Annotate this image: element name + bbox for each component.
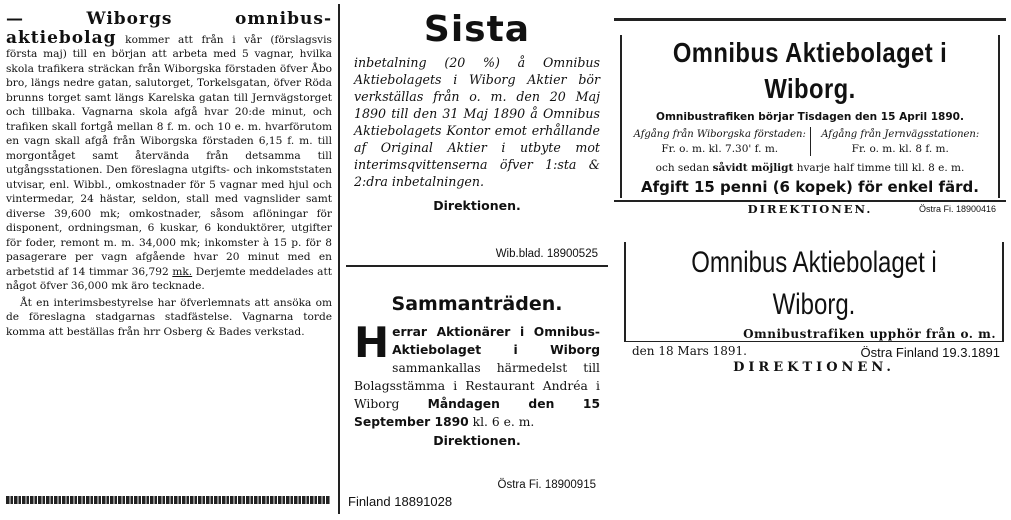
sista-signature: Direktionen. [433, 198, 521, 213]
article-wiborgs-omnibus [0, 4, 340, 514]
sammantraden-body [354, 318, 600, 431]
article-headline-1: Wiborgs omnibus- [86, 9, 332, 29]
sista-body: inbetalning (20 %) å Omnibus Aktiebolagets i Wiborg Aktier bör verkställas från o. m. den 20 Maj 1890 till den 31 Maj 1890 å Omnibus Aktiebolagets Kontor emot erhållande af Original Aktier i utbyte mot interimsqvittenserna öfver 1:sta & 2:dra inbetalningen. [354, 55, 600, 189]
sammantraden-signature: Direktionen. [433, 433, 521, 448]
sammantraden-text-2: kl. 6 e. m. [468, 415, 535, 429]
sammantraden-bold-2: Måndagen den 15 September 1890 [354, 397, 600, 429]
article-paragraph-1-end: Derjemte meddelades att något öfver 36,000 mk äro tecknade. [6, 265, 332, 292]
omnibus-start-source: Östra Fi. 18900416 [918, 204, 996, 214]
note-pre: och sedan [655, 162, 713, 174]
omnibus-start-title: Omnibus Aktiebolaget i Wiborg. [672, 37, 948, 104]
ad-sammantraden [346, 265, 608, 493]
note-post: hvarje half timme till kl. 8 e. m. [793, 162, 965, 174]
omnibus-start-note [630, 162, 990, 174]
schedule-right-time: Fr. o. m. kl. 8 f. m. [851, 143, 949, 155]
sammantraden-bold-1: errar Aktionärer i Omnibus-Aktiebolaget i Wiborg [392, 325, 600, 357]
article-mk: mk. [172, 265, 193, 278]
schedule-left [630, 127, 811, 156]
article-body [6, 10, 332, 339]
caption-finland: Finland 18891028 [348, 494, 453, 509]
omnibus-start-subtitle: Omnibustrafiken börjar Tisdagen den 15 April 1890. [656, 111, 964, 123]
omnibus-end-line-2: den 18 Mars 1891. [632, 344, 747, 358]
article-lead-dash: — [6, 9, 87, 29]
schedule-left-head: Afgång från Wiborgska förstaden: [633, 129, 806, 140]
schedule-right-head: Afgång från Jernvägsstationen: [821, 129, 980, 140]
omnibus-start-bottom-rule [614, 200, 1006, 202]
article-paragraph-1: kommer att från i vår (förslagsvis första maj) till en början att arbeta med 5 vagnar, hvilka skola trafikera sträckan från Wiborgska förstaden öfver Åbo bro, längs nedre gatan, salutorget, Torkelsgatan, öfver Röda brunns torget samt längs Karelska gatan till Jernvägstorget och tillbaka. Vagnarna skola afgå hvar 20:de minut, och trafiken skall fortgå mellan 8 f. m. och 10 e. m. hvarförutom en vagn skall afgå från Wiborgska förstaden 6,15 f. m. till morgontåget samt återvända från detsamma till utgångsstationen. Den föreslagna utgifts- och inkomststaten utvisar, enl. Wibbl., omkostnader för 5 vagnar med hjul och vintermedar, 24 hästar, seldon, stall med vagnslider samt diverse 39,600 mk; omkostnader, såsom aflöningar för disponent, ordningsman, 6 kuskar, 6 konduktörer, utgifter för foder, remont m. m. 34,000 mk; inkomster à 15 p. för 8 pasagerare per vagn afgående hvar 20 minut med en arbetstid af 14 timmar 36,792 [6, 33, 332, 278]
omnibus-start-fee: Afgift 15 penni (6 kopek) för enkel färd. [641, 178, 979, 196]
article-paragraph-2: Åt en interimsbestyrelse har öfverlemnats att ansöka om de föreslagna stadgarnas stadfästelse. Vagnarna torde komma att beställas från hrr Osberg & Bades verkstad. [6, 296, 332, 338]
sista-title: Sista [423, 9, 531, 50]
schedule-right [811, 127, 991, 156]
ad-omnibus-start [614, 18, 1006, 214]
article-bottom-rule [6, 496, 330, 504]
article-headline-2: aktiebolag [6, 27, 117, 48]
schedule-left-time: Fr. o. m. kl. 7.30' f. m. [661, 143, 779, 155]
omnibus-end-signature: DIREKTIONEN. [733, 360, 895, 375]
omnibus-end-line-1: Omnibustrafiken upphör från o. m. [743, 327, 996, 341]
note-bold: såvidt möjligt [712, 162, 794, 174]
sammantraden-title: Sammanträden. [391, 293, 563, 315]
sammantraden-text-1: sammankallas härmedelst till Bolagsstämma i Restaurant Andréa i Wiborg [354, 361, 600, 411]
omnibus-end-source: Östra Finland 19.3.1891 [860, 345, 1000, 360]
omnibus-end-title: Omnibus Aktiebolaget i Wiborg. [691, 246, 937, 321]
ad-omnibus-end [618, 238, 1008, 375]
omnibus-start-signature: DIREKTIONEN. [747, 202, 873, 216]
sammantraden-drop-cap: H [354, 318, 390, 367]
ad-sista [346, 4, 608, 262]
sista-source: Wib.blad. 18900525 [495, 248, 598, 260]
omnibus-start-schedule [630, 127, 990, 156]
sammantraden-source: Östra Fi. 18900915 [497, 479, 596, 491]
